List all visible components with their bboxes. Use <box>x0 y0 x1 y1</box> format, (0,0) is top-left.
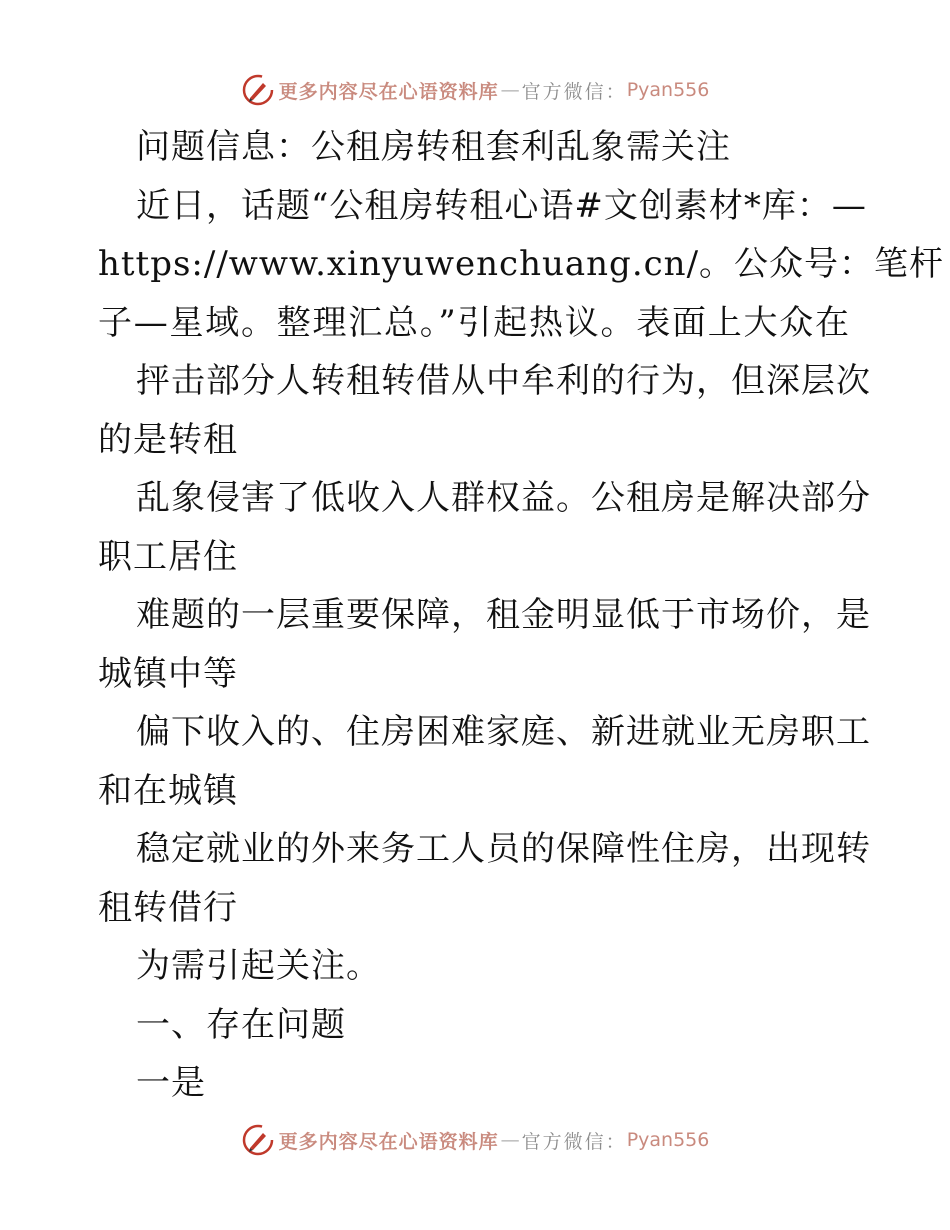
paragraph-line: 城镇中等 <box>98 653 238 694</box>
paragraph-line: 的是转租 <box>98 419 238 460</box>
watermark-dash: — <box>500 79 520 101</box>
paragraph-line: 难题的一层重要保障，租金明显低于市场价，是 <box>136 595 871 635</box>
document-title: 问题信息：公租房转租套利乱象需关注 <box>136 127 731 167</box>
footer-watermark <box>0 1120 950 1160</box>
watermark-sub-text: 官方微信： <box>521 80 627 103</box>
watermark-wechat-id: Pyan556 <box>626 79 710 101</box>
paragraph-line: 乱象侵害了低收入人群权益。公租房是解决部分 <box>136 478 871 518</box>
paragraph-line: https://www.xinyuwenchuang.cn/。公众号：笔杆 <box>98 244 945 284</box>
paragraph-line: 稳定就业的外来务工人员的保障性住房，出现转 <box>136 829 871 869</box>
pen-circle-logo-icon <box>241 1123 275 1157</box>
header-watermark <box>0 70 950 110</box>
watermark-main-text: 更多内容尽在心语资料库 <box>278 80 499 103</box>
document-body <box>98 118 945 1113</box>
paragraph-line: 抨击部分人转租转借从中牟利的行为，但深层次 <box>136 361 871 401</box>
watermark-main-text: 更多内容尽在心语资料库 <box>278 1130 499 1153</box>
paragraph-line: 和在城镇 <box>98 770 238 811</box>
paragraph-line: 近日，话题“公租房转租心语#文创素材*库：— <box>136 185 867 226</box>
paragraph-line: 一是 <box>136 1063 206 1103</box>
paragraph-line: 子—星域。整理汇总。”引起热议。表面上大众在 <box>98 302 850 343</box>
paragraph-line: 为需引起关注。 <box>136 946 381 986</box>
paragraph-line: 偏下收入的、住房困难家庭、新进就业无房职工 <box>136 712 871 752</box>
section-heading: 一、存在问题 <box>136 1004 346 1045</box>
paragraph-line: 租转借行 <box>98 887 238 928</box>
pen-circle-logo-icon <box>241 73 275 107</box>
paragraph-line: 职工居住 <box>98 536 238 577</box>
watermark-sub-text: 官方微信： <box>521 1130 627 1153</box>
watermark-wechat-id: Pyan556 <box>626 1129 710 1151</box>
watermark-dash: — <box>500 1129 520 1151</box>
